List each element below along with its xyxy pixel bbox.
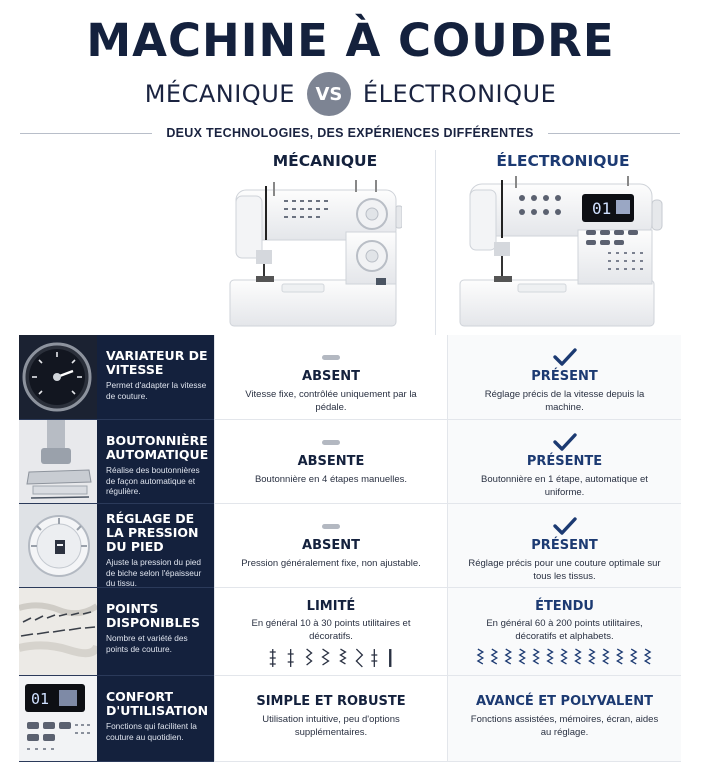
verdict: AVANCÉ ET POLYVALENT (476, 694, 653, 709)
feature-cell (19, 504, 214, 588)
detail: En général 60 à 200 points utilitaires, décoratifs et alphabets. (486, 618, 643, 642)
detail: Fonctions assistées, mémoires, écran, aides au réglage. (470, 714, 659, 738)
check-icon (448, 347, 681, 367)
feature-cell (19, 676, 214, 762)
column-heading-electronic: ÉLECTRONIQUE (496, 152, 630, 170)
detail: Réglage précis de la vitesse depuis la machine. (484, 389, 645, 413)
column-heading-mechanical: MÉCANIQUE (272, 152, 378, 170)
electronic-cell (447, 335, 681, 420)
detail: En général 10 à 30 points utilitaires et décoratifs. (251, 618, 411, 642)
verdict: LIMITÉ (306, 599, 356, 614)
table-row (19, 504, 681, 588)
detail: Pression généralement fixe, non ajustable. (241, 558, 421, 569)
divider (20, 133, 152, 134)
verdict: ÉTENDU (535, 599, 594, 614)
verdict: SIMPLE ET ROBUSTE (256, 694, 406, 709)
detail: Réglage précis pour une couture optimale sur tous les tissus. (468, 558, 661, 582)
mechanical-cell (214, 676, 447, 762)
verdict: ABSENT (302, 538, 360, 553)
subtitle-right: ÉLECTRONIQUE (362, 80, 557, 108)
verdict: PRÉSENTE (526, 454, 603, 469)
electronic-cell (447, 504, 681, 588)
table-row (19, 420, 681, 504)
page-title: MACHINE À COUDRE (86, 14, 615, 67)
feature-description: Réalise des boutonnières de façon automatique et régulière. (106, 465, 200, 496)
presser-foot-image (19, 420, 97, 503)
display-digits: 01 (31, 690, 50, 708)
column-divider (435, 150, 436, 335)
feature-description: Fonctions qui facilitent la couture au quotidien. (106, 721, 197, 742)
detail: Vitesse fixe, contrôlée uniquement par la pédale. (245, 389, 417, 413)
electronic-cell (447, 588, 681, 676)
mechanical-cell (214, 420, 447, 504)
stitched-fabric-image (19, 588, 97, 675)
stitch-patterns-icon (448, 646, 681, 670)
feature-name: VARIATEUR DE VITESSE (106, 348, 208, 377)
tagline (20, 124, 680, 142)
verdict: PRÉSENT (531, 369, 598, 384)
feature-name: RÉGLAGE DE LA PRESSION DU PIED (106, 511, 199, 554)
detail: Utilisation intuitive, peu d'options supplémentaires. (262, 714, 400, 738)
dash-icon (322, 355, 340, 360)
lcd-control-panel-image (19, 676, 97, 761)
pressure-dial-image (19, 504, 97, 587)
detail: Boutonnière en 4 étapes manuelles. (254, 474, 408, 485)
table-row (19, 335, 681, 420)
mechanical-cell (214, 588, 447, 676)
mechanical-cell (214, 504, 447, 588)
verdict: ABSENTE (297, 454, 365, 469)
tagline-text: DEUX TECHNOLOGIES, DES EXPÉRIENCES DIFFÉRENTES (166, 126, 534, 140)
feature-cell (19, 588, 214, 676)
display-digits: 01 (592, 199, 612, 218)
verdict: ABSENT (302, 369, 360, 384)
feature-description: Nombre et variété des points de couture. (106, 633, 188, 654)
mechanical-cell (214, 335, 447, 420)
feature-name: CONFORT D'UTILISATION (106, 689, 209, 718)
comparison-table (19, 335, 681, 762)
feature-name: BOUTONNIÈRE AUTOMATIQUE (106, 433, 209, 462)
subtitle (0, 72, 701, 116)
stitch-patterns-icon (215, 646, 447, 670)
feature-description: Permet d'adapter la vitesse de couture. (106, 380, 207, 401)
check-icon (448, 432, 681, 452)
feature-name: POINTS DISPONIBLES (106, 601, 200, 630)
feature-cell (19, 335, 214, 420)
verdict: PRÉSENT (531, 538, 598, 553)
dash-icon (322, 440, 340, 445)
feature-description: Ajuste la pression du pied de biche selon l'épaisseur du tissu. (106, 557, 202, 588)
detail: Boutonnière en 1 étape, automatique et uniforme. (481, 474, 648, 498)
divider (548, 133, 680, 134)
speedometer-image (19, 335, 97, 419)
feature-cell (19, 420, 214, 504)
table-row (19, 588, 681, 676)
electronic-sewing-machine-image (458, 176, 664, 328)
subtitle-left: MÉCANIQUE (144, 80, 295, 108)
mechanical-sewing-machine-image (226, 176, 402, 328)
vs-badge: VS (307, 72, 351, 116)
check-icon (448, 516, 681, 536)
electronic-cell (447, 676, 681, 762)
dash-icon (322, 524, 340, 529)
electronic-cell (447, 420, 681, 504)
table-row (19, 676, 681, 762)
